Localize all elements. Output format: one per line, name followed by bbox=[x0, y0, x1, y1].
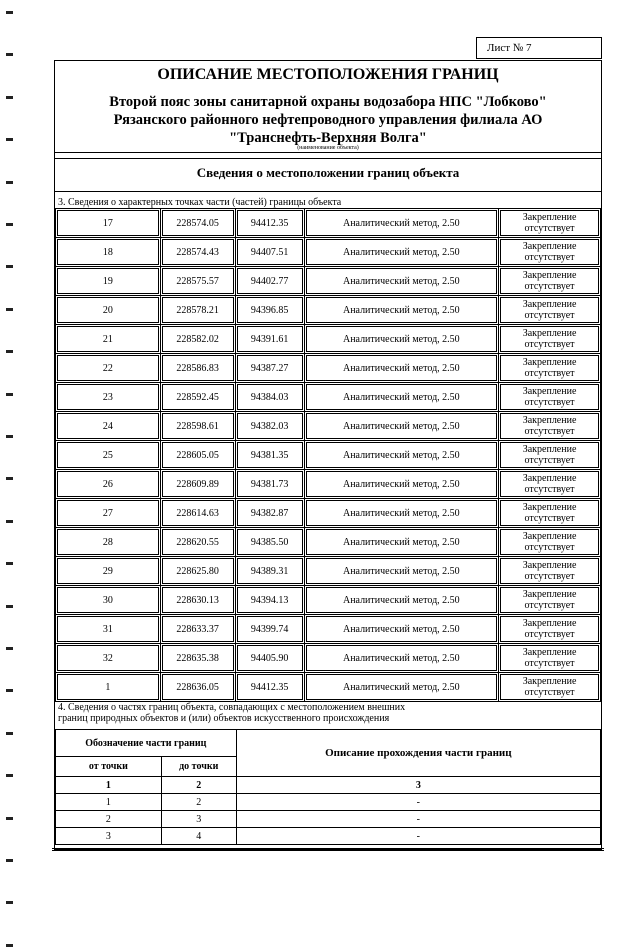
method: Аналитический метод, 2.50 bbox=[306, 268, 498, 294]
coord-y: 94384.03 bbox=[237, 384, 303, 410]
point-number: 31 bbox=[57, 616, 159, 642]
coord-x: 228574.05 bbox=[162, 210, 234, 236]
fixing-cell bbox=[499, 557, 601, 586]
method-cell bbox=[304, 209, 499, 238]
coord-x: 228614.63 bbox=[162, 500, 234, 526]
fixing-line: Закрепление bbox=[522, 647, 577, 658]
binding-mark bbox=[6, 562, 13, 565]
method: Аналитический метод, 2.50 bbox=[306, 297, 498, 323]
table-row bbox=[56, 383, 601, 412]
point-number-cell bbox=[56, 470, 161, 499]
fixing-line: Закрепление bbox=[522, 589, 577, 600]
binding-mark bbox=[6, 181, 13, 184]
coord-x-cell bbox=[160, 296, 235, 325]
method: Аналитический метод, 2.50 bbox=[306, 645, 498, 671]
binding-mark bbox=[6, 223, 13, 226]
fixing-box bbox=[500, 674, 599, 700]
object-name-line: Второй пояс зоны санитарной охраны водозабора НПС "Лобково" bbox=[109, 94, 547, 110]
point-number-cell bbox=[56, 325, 161, 354]
point-number-cell bbox=[56, 441, 161, 470]
fixing-cell bbox=[499, 586, 601, 615]
fixing-box bbox=[500, 239, 599, 265]
coord-x-cell bbox=[160, 470, 235, 499]
point-number: 1 bbox=[57, 674, 159, 700]
fixing-line: Закрепление bbox=[522, 328, 577, 339]
fixing-line: отсутствует bbox=[524, 426, 575, 437]
header-description: Описание прохождения части границ bbox=[236, 730, 600, 777]
sheet-number-box bbox=[476, 37, 602, 59]
column-number: 3 bbox=[236, 777, 600, 794]
method-cell bbox=[304, 644, 499, 673]
fixing-line: отсутствует bbox=[524, 687, 575, 698]
coord-y: 94407.51 bbox=[237, 239, 303, 265]
coord-y: 94382.03 bbox=[237, 413, 303, 439]
coord-x-cell bbox=[160, 528, 235, 557]
fixing-box bbox=[500, 297, 599, 323]
object-name-line: "Транснефть-Верхняя Волга" bbox=[229, 130, 427, 146]
to-point: 3 bbox=[161, 811, 236, 828]
fixing-box bbox=[500, 355, 599, 381]
method-cell bbox=[304, 615, 499, 644]
fixing-line: Закрепление bbox=[522, 241, 577, 252]
fixing-cell bbox=[499, 441, 601, 470]
coord-y: 94385.50 bbox=[237, 529, 303, 555]
binding-mark bbox=[6, 265, 13, 268]
fixing-cell bbox=[499, 238, 601, 267]
point-number-cell bbox=[56, 209, 161, 238]
fixing-cell bbox=[499, 383, 601, 412]
method-cell bbox=[304, 470, 499, 499]
method-cell bbox=[304, 499, 499, 528]
object-name-caption: (наименование объекта) bbox=[297, 145, 359, 151]
fixing-line: Закрепление bbox=[522, 444, 577, 455]
coord-y: 94405.90 bbox=[237, 645, 303, 671]
point-number: 22 bbox=[57, 355, 159, 381]
point-number: 23 bbox=[57, 384, 159, 410]
binding-mark bbox=[6, 520, 13, 523]
fixing-cell bbox=[499, 209, 601, 238]
column-number: 2 bbox=[161, 777, 236, 794]
fixing-cell bbox=[499, 644, 601, 673]
point-number: 30 bbox=[57, 587, 159, 613]
method-cell bbox=[304, 412, 499, 441]
binding-mark bbox=[6, 944, 13, 947]
section-4-label-line: 4. Сведения о частях границ объекта, совпадающих с местоположением внешних bbox=[58, 702, 406, 713]
coord-x-cell bbox=[160, 499, 235, 528]
object-name bbox=[56, 93, 600, 147]
fixing-line: отсутствует bbox=[524, 339, 575, 350]
column-number: 1 bbox=[56, 777, 162, 794]
fixing-box bbox=[500, 558, 599, 584]
point-number-cell bbox=[56, 528, 161, 557]
fixing-line: отсутствует bbox=[524, 484, 575, 495]
point-number: 20 bbox=[57, 297, 159, 323]
coord-x-cell bbox=[160, 412, 235, 441]
point-number-cell bbox=[56, 267, 161, 296]
coord-y: 94381.35 bbox=[237, 442, 303, 468]
sheet-number: Лист № 7 bbox=[487, 42, 532, 54]
part-description: - bbox=[236, 811, 600, 828]
coord-x-cell bbox=[160, 325, 235, 354]
fixing-cell bbox=[499, 673, 601, 702]
coord-x-cell bbox=[160, 441, 235, 470]
coord-y: 94389.31 bbox=[237, 558, 303, 584]
table-row bbox=[56, 828, 601, 845]
point-number-cell bbox=[56, 644, 161, 673]
binding-mark bbox=[6, 689, 13, 692]
binding-mark bbox=[6, 477, 13, 480]
point-number: 17 bbox=[57, 210, 159, 236]
method: Аналитический метод, 2.50 bbox=[306, 558, 498, 584]
coord-x-cell bbox=[160, 586, 235, 615]
method: Аналитический метод, 2.50 bbox=[306, 355, 498, 381]
point-number-cell bbox=[56, 296, 161, 325]
binding-mark bbox=[6, 11, 13, 14]
binding-mark bbox=[6, 393, 13, 396]
fixing-box bbox=[500, 500, 599, 526]
table-row bbox=[56, 586, 601, 615]
frame-bottom-double-line bbox=[52, 848, 604, 851]
point-number: 21 bbox=[57, 326, 159, 352]
to-point: 2 bbox=[161, 794, 236, 811]
table-row bbox=[56, 296, 601, 325]
table-row bbox=[56, 528, 601, 557]
binding-mark bbox=[6, 732, 13, 735]
document-title: ОПИСАНИЕ МЕСТОПОЛОЖЕНИЯ ГРАНИЦ bbox=[157, 66, 499, 83]
from-point: 2 bbox=[56, 811, 162, 828]
binding-mark bbox=[6, 647, 13, 650]
fixing-box bbox=[500, 616, 599, 642]
fixing-line: Закрепление bbox=[522, 270, 577, 281]
point-number: 29 bbox=[57, 558, 159, 584]
binding-mark bbox=[6, 605, 13, 608]
fixing-line: отсутствует bbox=[524, 658, 575, 669]
fixing-line: отсутствует bbox=[524, 542, 575, 553]
fixing-cell bbox=[499, 354, 601, 383]
coord-y: 94399.74 bbox=[237, 616, 303, 642]
coord-x: 228592.45 bbox=[162, 384, 234, 410]
binding-mark bbox=[6, 53, 13, 56]
method-cell bbox=[304, 441, 499, 470]
point-number-cell bbox=[56, 499, 161, 528]
coord-x: 228605.05 bbox=[162, 442, 234, 468]
fixing-box bbox=[500, 442, 599, 468]
coord-y-cell bbox=[235, 296, 304, 325]
table-row bbox=[56, 615, 601, 644]
fixing-cell bbox=[499, 296, 601, 325]
coord-y-cell bbox=[235, 267, 304, 296]
coord-y-cell bbox=[235, 209, 304, 238]
coord-x: 228586.83 bbox=[162, 355, 234, 381]
method: Аналитический метод, 2.50 bbox=[306, 384, 498, 410]
fixing-line: отсутствует bbox=[524, 629, 575, 640]
header-designation: Обозначение части границ bbox=[56, 730, 237, 757]
table-row bbox=[56, 499, 601, 528]
fixing-line: Закрепление bbox=[522, 502, 577, 513]
coord-y: 94412.35 bbox=[237, 210, 303, 236]
fixing-cell bbox=[499, 412, 601, 441]
divider bbox=[54, 158, 602, 159]
coord-y-cell bbox=[235, 383, 304, 412]
coord-x: 228574.43 bbox=[162, 239, 234, 265]
table-row bbox=[56, 794, 601, 811]
binding-mark bbox=[6, 96, 13, 99]
header-to-point: до точки bbox=[161, 757, 236, 777]
table-row bbox=[56, 325, 601, 354]
fixing-box bbox=[500, 268, 599, 294]
point-number-cell bbox=[56, 412, 161, 441]
coord-y-cell bbox=[235, 238, 304, 267]
method-cell bbox=[304, 354, 499, 383]
method-cell bbox=[304, 557, 499, 586]
fixing-box bbox=[500, 413, 599, 439]
coord-y-cell bbox=[235, 644, 304, 673]
point-number: 27 bbox=[57, 500, 159, 526]
boundary-parts-table bbox=[55, 729, 601, 845]
fixing-line: Закрепление bbox=[522, 357, 577, 368]
to-point: 4 bbox=[161, 828, 236, 845]
method-cell bbox=[304, 325, 499, 354]
coord-x-cell bbox=[160, 354, 235, 383]
point-number-cell bbox=[56, 354, 161, 383]
coord-y-cell bbox=[235, 325, 304, 354]
section-4-label-line: границ природных объектов и (или) объектов искусственного происхождения bbox=[58, 713, 390, 724]
coord-x-cell bbox=[160, 673, 235, 702]
fixing-line: Закрепление bbox=[522, 473, 577, 484]
coord-y: 94391.61 bbox=[237, 326, 303, 352]
table-row bbox=[56, 209, 601, 238]
coord-x: 228620.55 bbox=[162, 529, 234, 555]
fixing-line: Закрепление bbox=[522, 212, 577, 223]
point-number-cell bbox=[56, 238, 161, 267]
coord-x-cell bbox=[160, 238, 235, 267]
coord-x: 228609.89 bbox=[162, 471, 234, 497]
coord-x: 228625.80 bbox=[162, 558, 234, 584]
coord-x: 228582.02 bbox=[162, 326, 234, 352]
fixing-cell bbox=[499, 499, 601, 528]
method: Аналитический метод, 2.50 bbox=[306, 239, 498, 265]
fixing-box bbox=[500, 529, 599, 555]
coord-y: 94382.87 bbox=[237, 500, 303, 526]
from-point: 1 bbox=[56, 794, 162, 811]
header-from-point: от точки bbox=[56, 757, 162, 777]
method: Аналитический метод, 2.50 bbox=[306, 413, 498, 439]
coord-y: 94412.35 bbox=[237, 674, 303, 700]
coord-y-cell bbox=[235, 586, 304, 615]
divider bbox=[54, 152, 602, 153]
table-row bbox=[56, 557, 601, 586]
point-number: 18 bbox=[57, 239, 159, 265]
part-description: - bbox=[236, 828, 600, 845]
fixing-line: отсутствует bbox=[524, 571, 575, 582]
coord-x: 228630.13 bbox=[162, 587, 234, 613]
coord-x-cell bbox=[160, 209, 235, 238]
table-row bbox=[56, 811, 601, 828]
point-number: 25 bbox=[57, 442, 159, 468]
method: Аналитический метод, 2.50 bbox=[306, 210, 498, 236]
coord-y: 94387.27 bbox=[237, 355, 303, 381]
point-number: 26 bbox=[57, 471, 159, 497]
fixing-box bbox=[500, 587, 599, 613]
coord-y-cell bbox=[235, 441, 304, 470]
point-number-cell bbox=[56, 673, 161, 702]
binding-mark bbox=[6, 435, 13, 438]
binding-mark bbox=[6, 308, 13, 311]
method-cell bbox=[304, 586, 499, 615]
point-number-cell bbox=[56, 383, 161, 412]
coord-y: 94381.73 bbox=[237, 471, 303, 497]
binding-mark bbox=[6, 774, 13, 777]
fixing-cell bbox=[499, 267, 601, 296]
fixing-cell bbox=[499, 470, 601, 499]
binding-mark bbox=[6, 817, 13, 820]
method-cell bbox=[304, 673, 499, 702]
table-row bbox=[56, 441, 601, 470]
boundary-points-table bbox=[55, 208, 601, 702]
method-cell bbox=[304, 238, 499, 267]
part-description: - bbox=[236, 794, 600, 811]
method: Аналитический метод, 2.50 bbox=[306, 587, 498, 613]
point-number-cell bbox=[56, 557, 161, 586]
fixing-cell bbox=[499, 615, 601, 644]
fixing-cell bbox=[499, 325, 601, 354]
binding-mark bbox=[6, 859, 13, 862]
method: Аналитический метод, 2.50 bbox=[306, 616, 498, 642]
coord-y-cell bbox=[235, 615, 304, 644]
coord-x-cell bbox=[160, 383, 235, 412]
table-row bbox=[56, 267, 601, 296]
section-title: Сведения о местоположении границ объекта bbox=[196, 165, 460, 180]
method: Аналитический метод, 2.50 bbox=[306, 500, 498, 526]
fixing-box bbox=[500, 384, 599, 410]
coord-y-cell bbox=[235, 673, 304, 702]
fixing-line: Закрепление bbox=[522, 676, 577, 687]
table-row bbox=[56, 673, 601, 702]
coord-y-cell bbox=[235, 528, 304, 557]
method: Аналитический метод, 2.50 bbox=[306, 674, 498, 700]
fixing-line: отсутствует bbox=[524, 252, 575, 263]
coord-x: 228575.57 bbox=[162, 268, 234, 294]
coord-y: 94396.85 bbox=[237, 297, 303, 323]
fixing-box bbox=[500, 210, 599, 236]
method: Аналитический метод, 2.50 bbox=[306, 326, 498, 352]
fixing-line: отсутствует bbox=[524, 397, 575, 408]
coord-y-cell bbox=[235, 557, 304, 586]
divider bbox=[54, 191, 602, 192]
coord-x: 228636.05 bbox=[162, 674, 234, 700]
method-cell bbox=[304, 383, 499, 412]
table-row bbox=[56, 238, 601, 267]
from-point: 3 bbox=[56, 828, 162, 845]
fixing-line: Закрепление bbox=[522, 386, 577, 397]
point-number-cell bbox=[56, 615, 161, 644]
fixing-box bbox=[500, 645, 599, 671]
binding-mark bbox=[6, 138, 13, 141]
coord-y-cell bbox=[235, 354, 304, 383]
coord-y-cell bbox=[235, 499, 304, 528]
coord-x-cell bbox=[160, 557, 235, 586]
fixing-line: отсутствует bbox=[524, 455, 575, 466]
fixing-line: отсутствует bbox=[524, 223, 575, 234]
table-row bbox=[56, 412, 601, 441]
coord-y-cell bbox=[235, 470, 304, 499]
table-row bbox=[56, 354, 601, 383]
section-4-label bbox=[58, 702, 405, 724]
fixing-box bbox=[500, 471, 599, 497]
point-number-cell bbox=[56, 586, 161, 615]
coord-x: 228578.21 bbox=[162, 297, 234, 323]
fixing-line: отсутствует bbox=[524, 310, 575, 321]
fixing-line: Закрепление bbox=[522, 560, 577, 571]
binding-mark bbox=[6, 350, 13, 353]
fixing-line: Закрепление bbox=[522, 531, 577, 542]
fixing-line: отсутствует bbox=[524, 600, 575, 611]
fixing-line: Закрепление bbox=[522, 618, 577, 629]
point-number: 24 bbox=[57, 413, 159, 439]
coord-y: 94394.13 bbox=[237, 587, 303, 613]
object-name-line: Рязанского районного нефтепроводного управления филиала АО bbox=[113, 112, 543, 128]
coord-x-cell bbox=[160, 615, 235, 644]
binding-mark bbox=[6, 901, 13, 904]
point-number: 32 bbox=[57, 645, 159, 671]
fixing-line: отсутствует bbox=[524, 368, 575, 379]
fixing-cell bbox=[499, 528, 601, 557]
coord-x-cell bbox=[160, 644, 235, 673]
coord-x-cell bbox=[160, 267, 235, 296]
coord-y-cell bbox=[235, 412, 304, 441]
coord-x: 228598.61 bbox=[162, 413, 234, 439]
method: Аналитический метод, 2.50 bbox=[306, 529, 498, 555]
fixing-line: отсутствует bbox=[524, 281, 575, 292]
fixing-line: отсутствует bbox=[524, 513, 575, 524]
point-number: 19 bbox=[57, 268, 159, 294]
method-cell bbox=[304, 296, 499, 325]
fixing-box bbox=[500, 326, 599, 352]
method: Аналитический метод, 2.50 bbox=[306, 442, 498, 468]
table-row bbox=[56, 470, 601, 499]
table-row bbox=[56, 644, 601, 673]
section-3-label: 3. Сведения о характерных точках части (частей) границы объекта bbox=[58, 197, 342, 208]
coord-x: 228635.38 bbox=[162, 645, 234, 671]
method-cell bbox=[304, 528, 499, 557]
method-cell bbox=[304, 267, 499, 296]
coord-x: 228633.37 bbox=[162, 616, 234, 642]
coord-y: 94402.77 bbox=[237, 268, 303, 294]
method: Аналитический метод, 2.50 bbox=[306, 471, 498, 497]
point-number: 28 bbox=[57, 529, 159, 555]
fixing-line: Закрепление bbox=[522, 299, 577, 310]
fixing-line: Закрепление bbox=[522, 415, 577, 426]
